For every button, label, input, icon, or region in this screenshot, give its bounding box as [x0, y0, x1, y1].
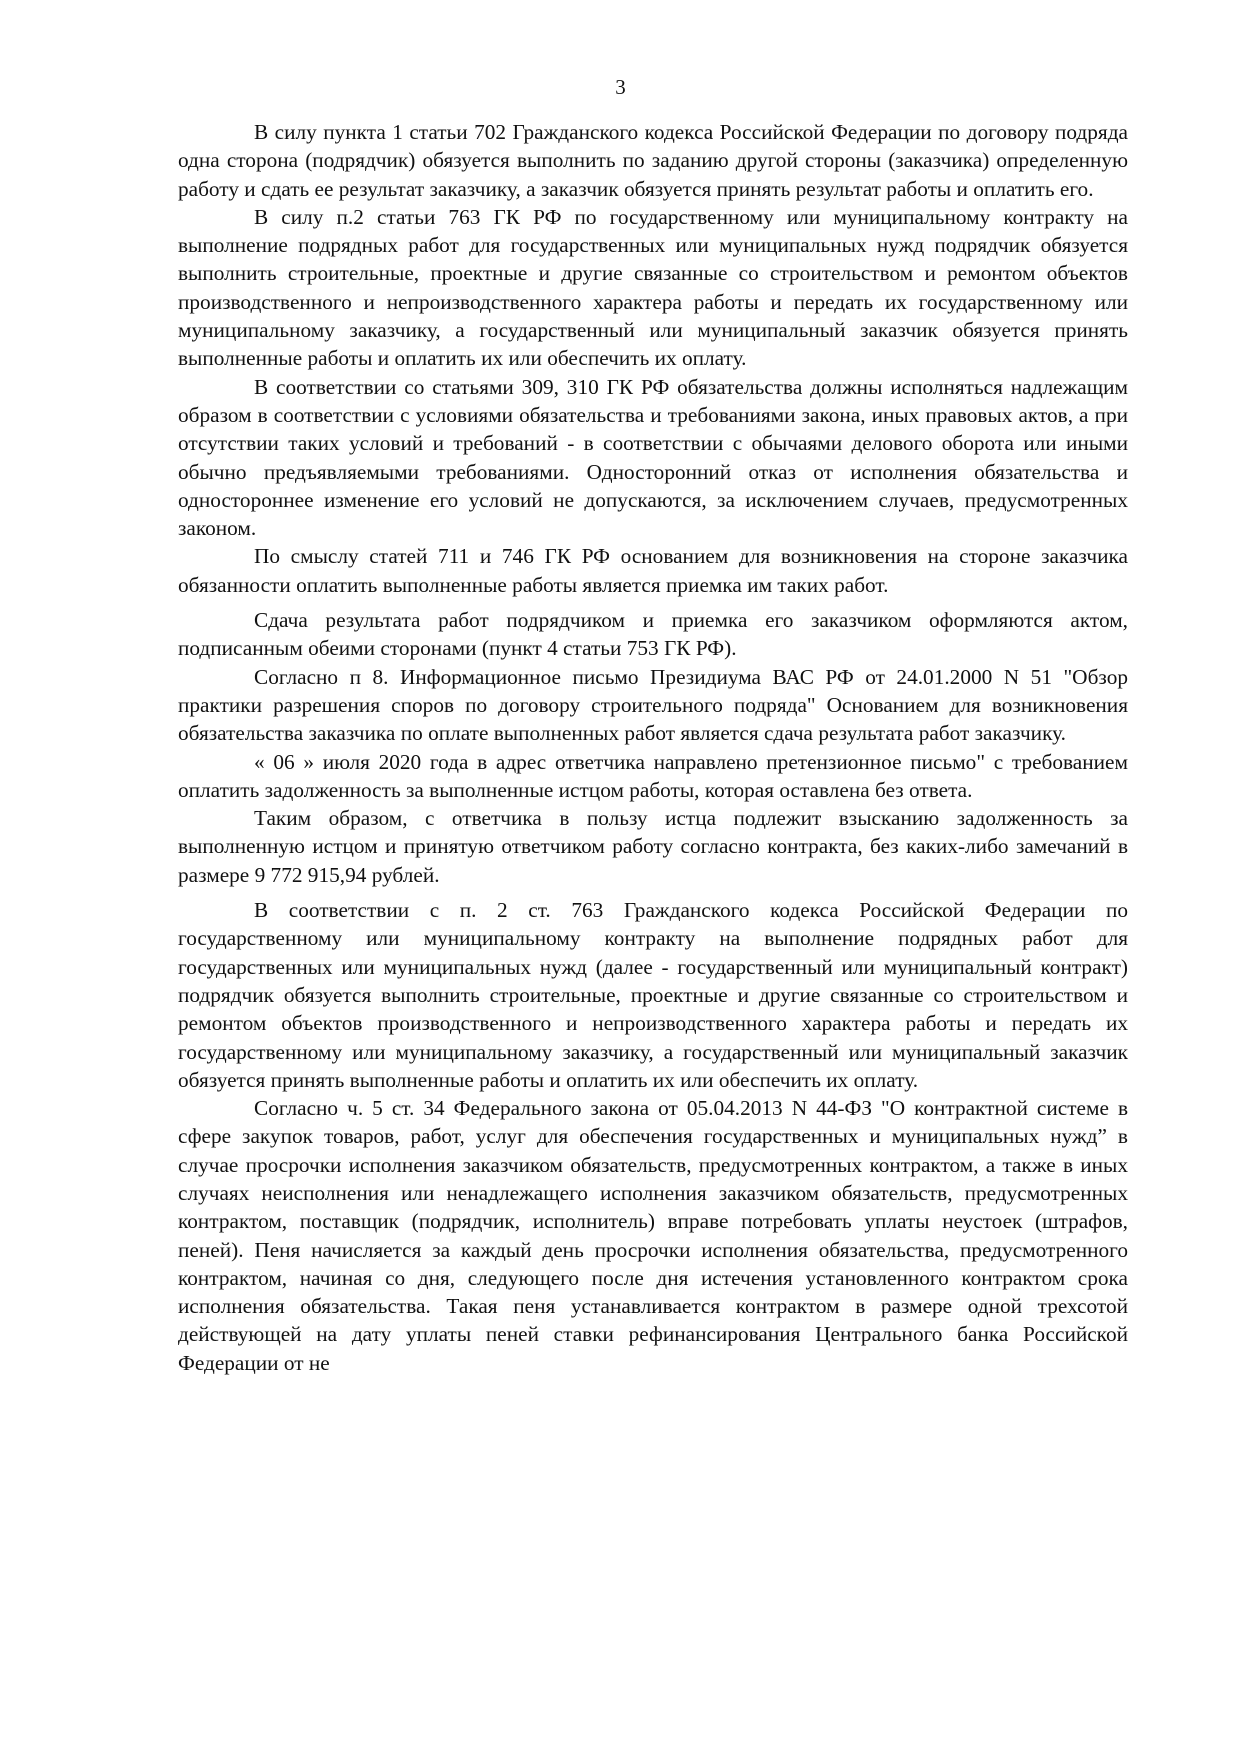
document-body	[178, 118, 1128, 1377]
paragraph-articles-711-746: По смыслу статей 711 и 746 ГК РФ основанием для возникновения на стороне заказчика обязанности оплатить выполненные работы является приемка им таких работ.	[178, 544, 1128, 597]
paragraph-article-763: В силу п.2 статьи 763 ГК РФ по государственному или муниципальному контракту на выполнение подрядных работ для государственных или муниципальных нужд подрядчик обязуется выполнить строительные, проектные и другие связанные со строительством и ремонтом объектов производственного и непроизводственного характера работы и передать их государственному или муниципальному заказчику, а государственный или муниципальный заказчик обязуется принять выполненные работы и оплатить их или обеспечить их оплату.	[178, 204, 1128, 371]
page-number: 3	[615, 75, 626, 99]
paragraph-44-fz-penalty: Согласно ч. 5 ст. 34 Федерального закона от 05.04.2013 N 44-ФЗ "О контрактной системе в сфере закупок товаров, работ, услуг для обеспечения государственных и муниципальных нужд” в случае просрочки исполнения заказчиком обязательств, предусмотренных контрактом, а также в иных случаях неисполнения или ненадлежащего исполнения заказчиком обязательств, предусмотренных контрактом, поставщик (подрядчик, исполнитель) вправе потребовать уплаты неустоек (штрафов, пеней). Пеня начисляется за каждый день просрочки исполнения обязательства, предусмотренного контрактом, начиная со дня, следующего после дня истечения установленного контрактом срока исполнения обязательства. Такая пеня устанавливается контрактом в размере одной трехсотой действующей на дату уплаты пеней ставки рефинансирования Центрального банка Российской Федерации от не	[178, 1096, 1128, 1375]
paragraph-debt-amount: Таким образом, с ответчика в пользу истца подлежит взысканию задолженность за выполненную истцом и принятую ответчиком работу согласно контракта, без каких-либо замечаний в размере 9 772 915,94 рублей.	[178, 806, 1128, 887]
paragraph-articles-309-310: В соответствии со статьями 309, 310 ГК РФ обязательства должны исполняться надлежащим образом в соответствии с условиями обязательства и требованиями закона, иных правовых актов, а при отсутствии таких условий и требований - в соответствии с обычаями делового оборота или иными обычно предъявляемыми требованиями. Односторонний отказ от исполнения обязательства и одностороннее изменение его условий не допускаются, за исключением случаев, предусмотренных законом.	[178, 374, 1128, 541]
paragraph-article-702: В силу пункта 1 статьи 702 Гражданского кодекса Российской Федерации по договору подряда одна сторона (подрядчик) обязуется выполнить по заданию другой стороны (заказчика) определенную работу и сдать ее результат заказчику, а заказчик обязуется принять результат работы и оплатить его.	[178, 120, 1128, 201]
paragraph-acceptance-act: Сдача результата работ подрядчиком и приемка его заказчиком оформляются актом, подписанным обеими сторонами (пункт 4 статьи 753 ГК РФ).	[178, 608, 1128, 661]
paragraph-state-contract: В соответствии с п. 2 ст. 763 Гражданского кодекса Российской Федерации по государственному или муниципальному контракту на выполнение подрядных работ для государственных или муниципальных нужд (далее - государственный или муниципальный контракт) подрядчик обязуется выполнить строительные, проектные и другие связанные со строительством и ремонтом объектов производственного и непроизводственного характера работы и передать их государственному или муниципальному заказчику, а государственный или муниципальный заказчик обязуется принять выполненные работы и оплатить их или обеспечить их оплату.	[178, 898, 1128, 1092]
paragraph-vas-letter: Согласно п 8. Информационное письмо Президиума ВАС РФ от 24.01.2000 N 51 "Обзор практики разрешения споров по договору строительного подряда" Основанием для возникновения обязательства заказчика по оплате выполненных работ является сдача результата работ заказчику.	[178, 664, 1128, 746]
paragraph-claim-letter: « 06 » июля 2020 года в адрес ответчика направлено претензионное письмо" с требованием оплатить задолженность за выполненные истцом работы, которая оставлена без ответа.	[178, 749, 1128, 802]
